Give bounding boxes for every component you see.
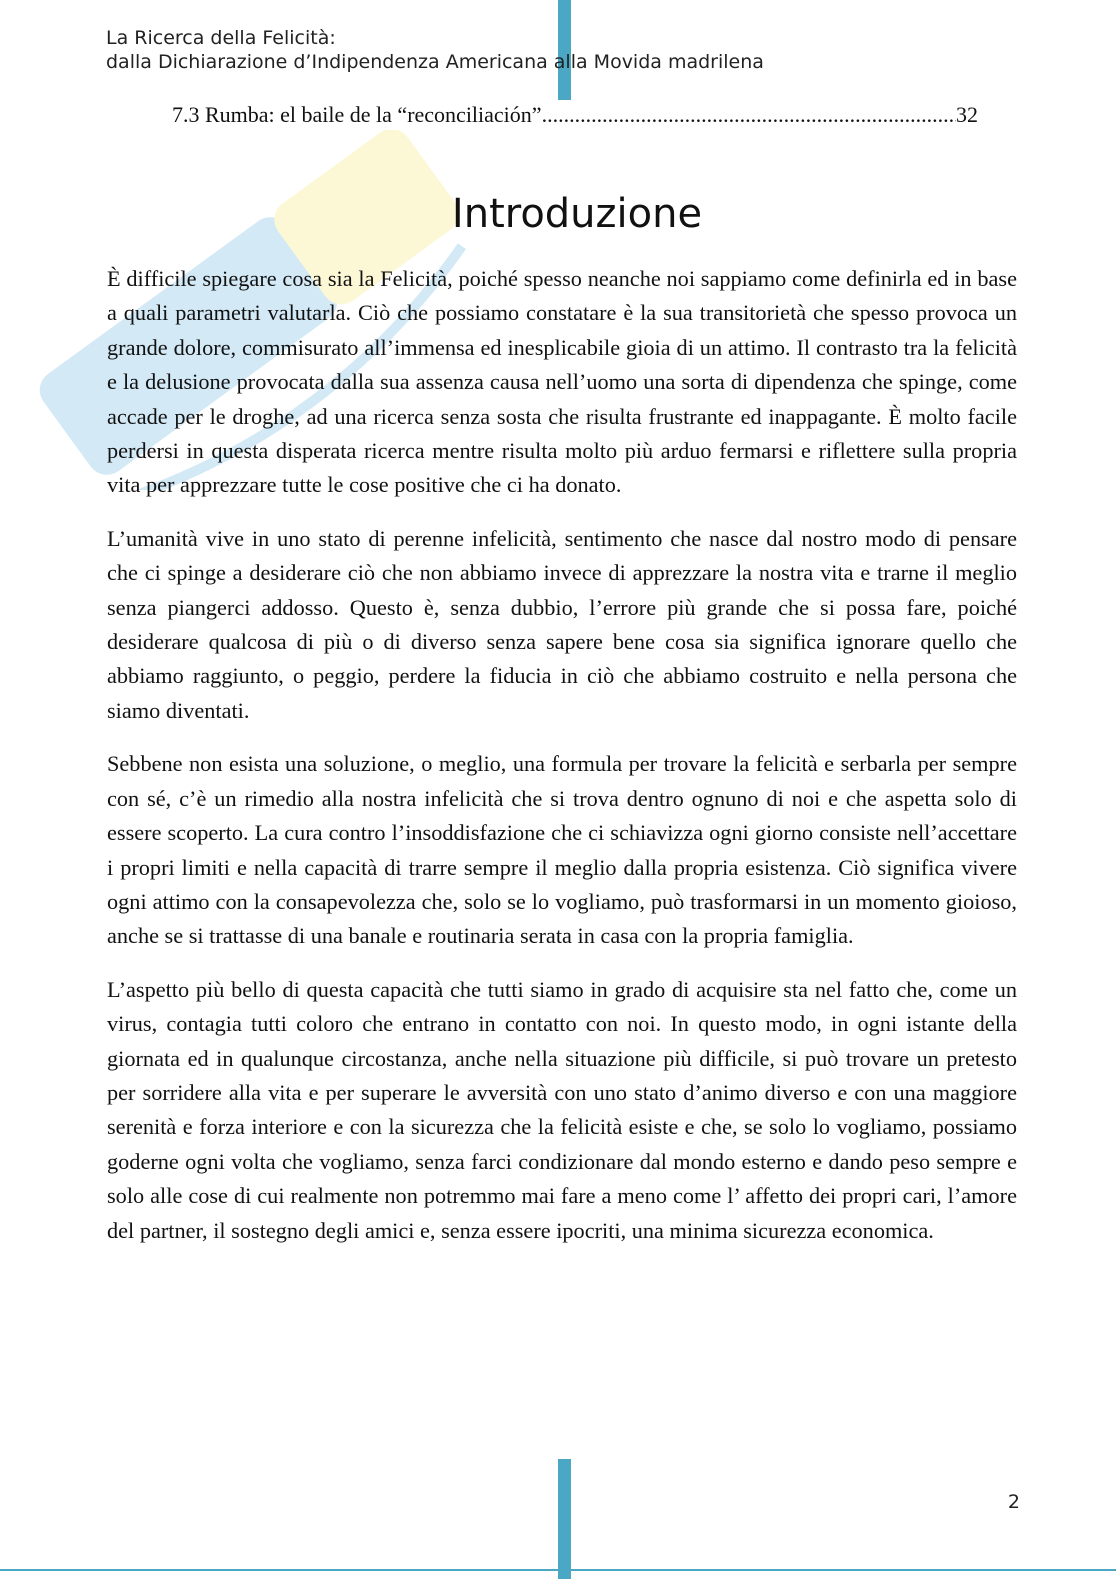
header-line-2: dalla Dichiarazione d’Indipendenza Americana alla Movida madrilena bbox=[106, 51, 764, 73]
bottom-accent-rule bbox=[0, 1569, 1116, 1571]
running-header bbox=[106, 26, 764, 74]
bottom-accent-stripe bbox=[558, 1459, 571, 1579]
section-title: Introduzione bbox=[451, 191, 703, 237]
header-line-1: La Ricerca della Felicità: bbox=[106, 27, 336, 49]
paragraph: L’umanità vive in uno stato di perenne infelicità, sentimento che nasce dal nostro modo di pensare che ci spinge a desiderare ciò che non abbiamo invece di apprezzare la nostra vita e trarne il meglio senza piangerci addosso. Questo è, senza dubbio, l’errore più grande che si possa fare, poiché desiderare qualcosa di più o di diverso senza sapere bene cosa sia significa ignorare quello che abbiamo raggiunto, o peggio, perdere la fiducia in ciò che abbiamo costruito e nella persona che siamo diventati. bbox=[107, 525, 1017, 723]
body-text bbox=[107, 262, 1017, 1267]
paragraph: È difficile spiegare cosa sia la Felicità, poiché spesso neanche noi sappiamo come definirla ed in base a quali parametri valutarla. Ciò che possiamo constatare è la sua transitorietà che spesso provoca un grande dolore, commisurato all’immensa ed inesplicabile gioia di un attimo. Il contrasto tra la felicità e la delusione provocata dalla sua assenza causa nell’uomo una sorta di dipendenza che spinge, come accade per le droghe, ad una ricerca senza sosta che risulta frustrante ed inappagante. È molto facile perdersi in questa disperata ricerca mentre risulta molto più arduo fermarsi e riflettere sulla propria vita per apprezzare tutte le cose positive che ci ha donato. bbox=[107, 266, 1017, 498]
toc-entry bbox=[172, 101, 978, 129]
paragraph: Sebbene non esista una soluzione, o meglio, una formula per trovare la felicità e serbarla per sempre con sé, c’è un rimedio alla nostra infelicità che si trova dentro ognuno di noi e che aspetta solo di essere scoperto. La cura contro l’insoddisfazione che ci schiavizza ogni giorno consiste nell’accettare i propri limiti e nella capacità di trarre sempre il meglio dalla propria esistenza. Ciò significa vivere ogni attimo con la consapevolezza che, solo se lo vogliamo, può trasformarsi in un momento gioioso, anche se si trattasse di una banale e routinaria serata in casa con la propria famiglia. bbox=[107, 751, 1017, 949]
toc-entry-label: 7.3 Rumba: el baile de la “reconciliación” bbox=[172, 102, 542, 127]
toc-entry-page: 32 bbox=[956, 102, 978, 127]
paragraph: L’aspetto più bello di questa capacità che tutti siamo in grado di acquisire sta nel fatto che, come un virus, contagia tutti coloro che entrano in contatto con noi. In questo modo, in ogni istante della giornata ed in qualunque circostanza, anche nella situazione più difficile, si può trovare un pretesto per sorridere alla vita e per superare le avversità con uno stato d’animo diverso e con una maggiore serenità e forza interiore e con la sicurezza che la felicità esiste e che, se solo lo vogliamo, possiamo goderne ogni volta che vogliamo, senza farci condizionare dal mondo esterno e dando peso sempre e solo alle cose di cui realmente non potremmo mai fare a meno come l’ affetto dei propri cari, l’amore del partner, il sostegno degli amici e, senza essere ipocriti, una minima sicurezza economica. bbox=[107, 976, 1017, 1243]
toc-leader-dots bbox=[542, 101, 956, 129]
page-number: 2 bbox=[1007, 1491, 1020, 1513]
